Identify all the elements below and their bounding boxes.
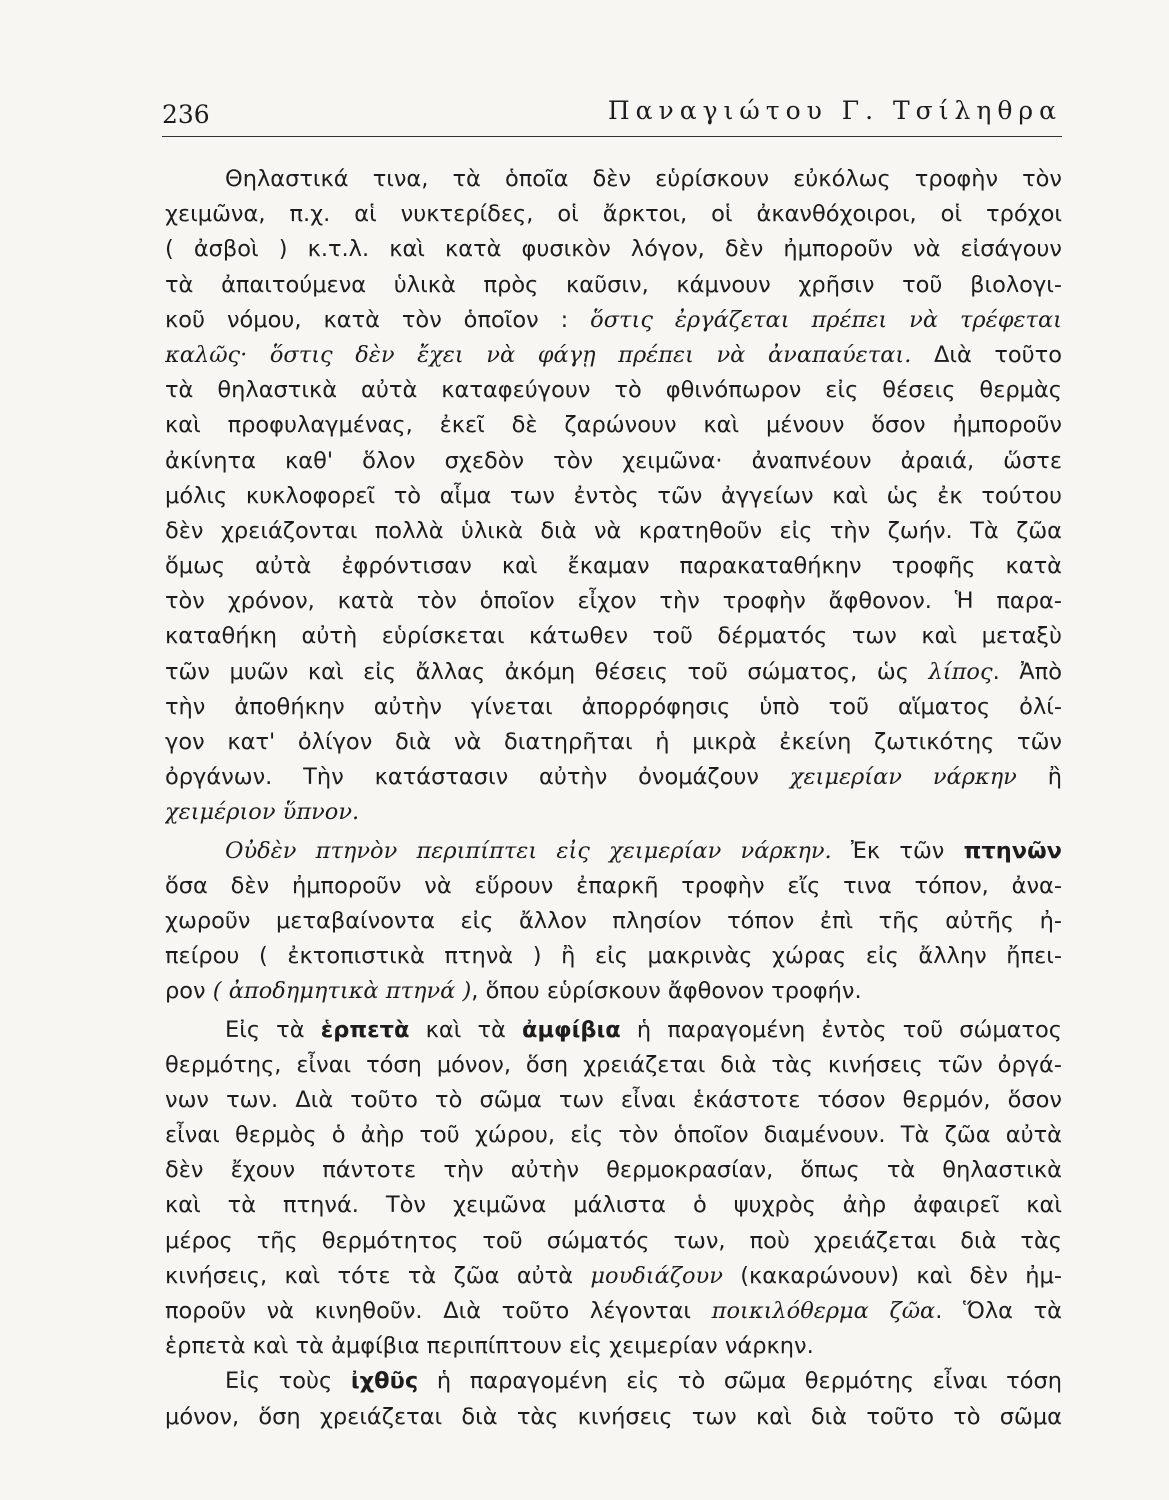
text-line: εἶναι θερμὸς ὁ ἀὴρ τοῦ χώρου, εἰς τὸν ὁποῖον διαμένουν. Τὰ ζῶα αὐτὰ (165, 1122, 1062, 1149)
italic-span: καλῶς· ὅστις δὲν ἔχει νὰ φάγῃ πρέπει νὰ ἀναπαύεται. (165, 341, 912, 368)
text-line: γον κατ' ὀλίγον διὰ νὰ διατηρῆται ἡ μικρὰ ἐκείνη ζωτικότης τῶν (165, 729, 1062, 755)
text-span: ἡ παραγομένη εἰς τὸ σῶμα θερμότης εἶναι τόση (418, 1368, 1062, 1395)
bold-span: πτηνῶν (963, 837, 1062, 864)
text-span: (κακαρώνουν) καὶ δὲν ἠμ- (722, 1262, 1062, 1289)
text-line: θερμότης, εἶναι τόση μόνον, ὅση χρειάζεται διὰ τὰς κινήσεις τῶν ὀργά- (165, 1051, 1062, 1078)
italic-span: χειμερίαν νάρκην (789, 764, 1017, 791)
text-span: Διὰ τοῦτο (911, 341, 1062, 368)
text-line (165, 760, 1062, 795)
text-line: καὶ προφυλαγμένας, ἐκεῖ δὲ ζαρώνουν καὶ μένουν ὅσον ἠμποροῦν (165, 412, 1062, 439)
text-line: δὲν ἔχουν πάντοτε τὴν αὐτὴν θερμοκρασίαν, ὅπως τὰ θηλαστικὰ (165, 1157, 1062, 1184)
text-line (165, 834, 1062, 869)
italic-span: ὅστις ἐργάζεται πρέπει νὰ τρέφεται (590, 306, 1062, 333)
text-span: . Ἀπὸ (992, 658, 1062, 685)
text-line (165, 974, 1062, 1009)
text-line: πείρου ( ἐκτοπιστικὰ πτηνὰ ) ἢ εἰς μακρινὰς χώρας εἰς ἄλλην ἤπει- (165, 943, 1062, 970)
text-line (165, 1259, 1062, 1294)
text-line: καταθήκη αὐτὴ εὑρίσκεται κάτωθεν τοῦ δέρματός των καὶ μεταξὺ (165, 623, 1062, 650)
page-number: 236 (162, 100, 210, 129)
text-line: δὲν χρειάζονται πολλὰ ὑλικὰ διὰ νὰ κρατηθοῦν εἰς τὴν ζωήν. Τὰ ζῶα (165, 517, 1062, 544)
italic-span: Οὐδὲν πτηνὸν περιπίπτει εἰς χειμερίαν νάρκην. (225, 837, 832, 864)
text-line: τὰ ἀπαιτούμενα ὑλικὰ πρὸς καῦσιν, κάμνουν χρῆσιν τοῦ βιολογι- (165, 271, 1062, 298)
text-line (165, 1294, 1062, 1329)
text-span: ὀργάνων. Τὴν κατάστασιν αὐτὴν ὀνομάζουν (165, 764, 790, 791)
text-span: καὶ τὰ (409, 1016, 523, 1043)
text-line: ἀκίνητα καθ' ὅλον σχεδὸν τὸν χειμῶνα· ἀναπνέουν ἀραιά, ὥστε (165, 447, 1062, 474)
bold-span: ἑρπετὰ (320, 1016, 410, 1043)
text-line: ὅσα δὲν ἠμποροῦν νὰ εὕρουν ἐπαρκῆ τροφὴν εἴς τινα τόπον, ἀνα- (165, 872, 1062, 899)
text-line: Θηλαστικά τινα, τὰ ὁποῖα δὲν εὑρίσκουν εὐκόλως τροφὴν τὸν (225, 166, 1062, 192)
text-line: χειμέριον ὕπνον. (165, 799, 360, 826)
text-span: ρον (165, 978, 213, 1005)
text-line: ( ἀσβοὶ ) κ.τ.λ. καὶ κατὰ φυσικὸν λόγον, δὲν ἠμποροῦν νὰ εἰσάγουν (165, 236, 1062, 263)
text-span: Ἐκ τῶν (831, 837, 964, 864)
text-span: Εἰς τοὺς (225, 1368, 351, 1395)
italic-span: ( ἀποδημητικὰ πτηνά ) (212, 978, 472, 1005)
text-line: νων των. Διὰ τοῦτο τὸ σῶμα των εἶναι ἑκάστοτε τόσον θερμόν, ὅσον (165, 1086, 1062, 1113)
italic-span: μουδιάζουν (590, 1262, 723, 1289)
text-line: μέρος τῆς θερμότητος τοῦ σώματός των, ποὺ χρειάζεται διὰ τὰς (165, 1227, 1062, 1254)
italic-span: λίπος (928, 658, 993, 685)
text-span: ἡ παραγομένη ἐντὸς τοῦ σώματος (620, 1016, 1062, 1043)
text-line (165, 1013, 1062, 1048)
text-line: χειμῶνα, π.χ. αἱ νυκτερίδες, οἱ ἄρκτοι, οἱ ἀκανθόχοιροι, οἱ τρόχοι (165, 201, 1062, 228)
header-rule (162, 136, 1062, 137)
text-line: τὴν ἀποθήκην αὐτὴν γίνεται ἀπορρόφησις ὑπὸ τοῦ αἵματος ὀλί- (165, 693, 1062, 720)
italic-span: ποικιλόθερμα ζῶα (711, 1298, 936, 1324)
text-span: ποροῦν νὰ κινηθοῦν. Διὰ τοῦτο λέγονται (165, 1298, 712, 1324)
text-span: ἢ (1016, 764, 1062, 791)
text-line: ἑρπετὰ καὶ τὰ ἀμφίβια περιπίπτουν εἰς χειμερίαν νάρκην. (165, 1333, 814, 1360)
text-line: τὰ θηλαστικὰ αὐτὰ καταφεύγουν τὸ φθινόπωρον εἰς θέσεις θερμὰς (165, 377, 1062, 404)
text-line: τὸν χρόνον, κατὰ τὸν ὁποῖον εἶχον τὴν τροφὴν ἄφθονον. Ἡ παρα- (165, 588, 1062, 615)
text-line (165, 655, 1062, 690)
text-line: μόνον, ὅση χρειάζεται διὰ τὰς κινήσεις των καὶ διὰ τοῦτο τὸ σῶμα (165, 1403, 1062, 1430)
text-line: καὶ τὰ πτηνά. Τὸν χειμῶνα μάλιστα ὁ ψυχρὸς ἀὴρ ἀφαιρεῖ καὶ (165, 1192, 1062, 1219)
text-span: . Ὅλα τὰ (935, 1298, 1062, 1324)
page-header (162, 94, 1062, 134)
text-line (165, 303, 1062, 338)
text-span: κοῦ νόμου, κατὰ τὸν ὁποῖον : (165, 306, 591, 333)
text-line (165, 1364, 1062, 1399)
text-line (165, 338, 1062, 373)
text-line: χωροῦν μεταβαίνοντα εἰς ἄλλον πλησίον τόπον ἐπὶ τῆς αὐτῆς ἠ- (165, 907, 1062, 934)
text-span: τῶν μυῶν καὶ εἰς ἄλλας ἀκόμη θέσεις τοῦ σώματος, ὡς (165, 658, 929, 685)
text-line: μόλις κυκλοφορεῖ τὸ αἷμα των ἐντὸς τῶν ἀγγείων καὶ ὡς ἐκ τούτου (165, 482, 1062, 509)
running-head: Παναγιώτου Γ. Τσίληθρα (607, 96, 1062, 125)
text-line: ὅμως αὐτὰ ἐφρόντισαν καὶ ἔκαμαν παρακαταθήκην τροφῆς κατὰ (165, 553, 1062, 580)
bold-span: ἰχθῦς (350, 1368, 419, 1395)
body-text (165, 162, 1062, 1435)
bold-span: ἀμφίβια (522, 1016, 621, 1043)
text-span: Εἰς τὰ (225, 1016, 321, 1043)
text-span: κινήσεις, καὶ τότε τὰ ζῶα αὐτὰ (165, 1262, 591, 1289)
text-span: , ὅπου εὑρίσκουν ἄφθονον τροφήν. (471, 978, 862, 1005)
